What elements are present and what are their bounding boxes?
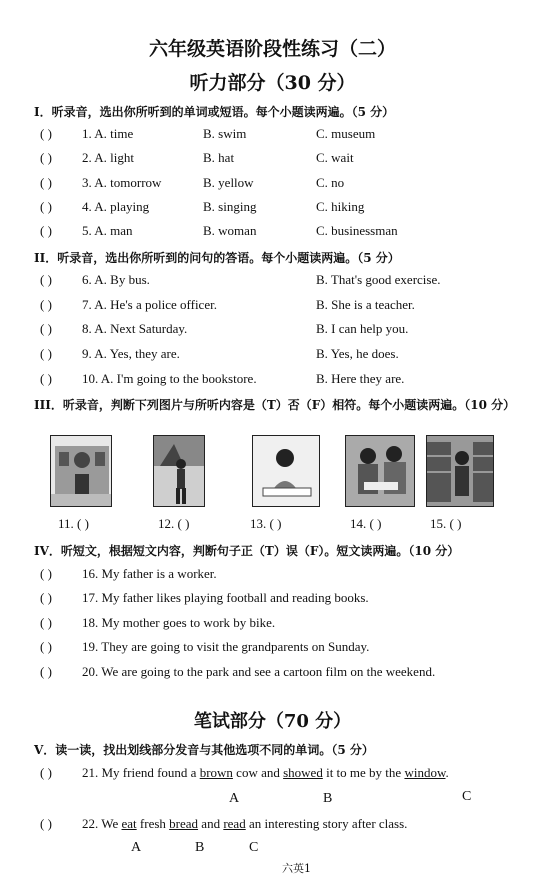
option-c: C. museum xyxy=(316,126,376,141)
underlined-word: brown xyxy=(199,765,233,780)
section3-instruction: III．听录音，判断下列图片与所听内容是（T）否（F）相符。每个小题读两遍。（10 分） xyxy=(34,398,516,412)
choice-letter: C xyxy=(249,840,259,855)
option-b: B. singing xyxy=(203,199,257,214)
option-b: B. Yes, he does. xyxy=(316,346,399,361)
answer-blank[interactable]: ( ) xyxy=(40,371,52,386)
option-b: B. Here they are. xyxy=(316,371,405,386)
option-b: B. hat xyxy=(203,150,235,165)
option-a: 4. A. playing xyxy=(82,199,150,214)
sentence-part: My friend found a xyxy=(101,765,200,780)
option-a: 10. A. I'm going to the bookstore. xyxy=(82,371,257,386)
option-c: C. wait xyxy=(316,150,354,165)
choice-letter: B xyxy=(323,791,333,806)
underlined-word: read xyxy=(223,816,246,831)
answer-blank[interactable]: ( ) xyxy=(40,765,52,780)
option-a: 7. A. He's a police officer. xyxy=(82,297,217,312)
option-c: C. hiking xyxy=(316,199,365,214)
answer-blank[interactable]: ( ) xyxy=(40,566,52,581)
underlined-word: eat xyxy=(121,816,137,831)
page-footer: 六英1 xyxy=(282,862,311,875)
option-c: C. businessman xyxy=(316,223,398,238)
picture-label[interactable]: 11. ( ) xyxy=(58,516,89,531)
picture-label[interactable]: 12. ( ) xyxy=(158,516,190,531)
sentence-part: an interesting story after class. xyxy=(245,816,408,831)
option-b: B. woman xyxy=(203,223,257,238)
answer-blank[interactable]: ( ) xyxy=(40,199,52,214)
answer-blank[interactable]: ( ) xyxy=(40,615,52,630)
picture-woman-reading xyxy=(252,435,320,507)
picture-label[interactable]: 15. ( ) xyxy=(430,516,462,531)
sentence-part: . xyxy=(445,765,449,780)
statement-text: 19. They are going to visit the grandparents on Sunday. xyxy=(82,639,370,654)
answer-blank[interactable]: ( ) xyxy=(40,321,52,336)
option-a: 9. A. Yes, they are. xyxy=(82,346,180,361)
section4-instruction: IV．听短文，根据短文内容，判断句子正（T）误（F）。短文读两遍。（10 分） xyxy=(34,544,460,558)
answer-blank[interactable]: ( ) xyxy=(40,346,52,361)
listening-heading: 听力部分（30 分） xyxy=(189,72,356,94)
picture-two-people xyxy=(345,435,415,507)
question-number: 21. xyxy=(82,765,99,780)
section1-instruction: I．听录音，选出你所听到的单词或短语。每个小题读两遍。（5 分） xyxy=(34,105,395,119)
option-a: 3. A. tomorrow xyxy=(82,175,162,190)
statement-text: 20. We are going to the park and see a cartoon film on the weekend. xyxy=(82,664,436,679)
option-b: B. yellow xyxy=(203,175,254,190)
option-c: C. no xyxy=(316,175,345,190)
underlined-word: window xyxy=(404,765,446,780)
picture-label[interactable]: 14. ( ) xyxy=(350,516,382,531)
picture-walking xyxy=(153,435,205,507)
option-a: 6. A. By bus. xyxy=(82,272,150,287)
answer-blank[interactable]: ( ) xyxy=(40,816,52,831)
option-a: 5. A. man xyxy=(82,223,133,238)
option-b: B. That's good exercise. xyxy=(316,272,441,287)
answer-blank[interactable]: ( ) xyxy=(40,175,52,190)
option-b: B. I can help you. xyxy=(316,321,409,336)
sentence-part: We xyxy=(101,816,122,831)
option-a: 8. A. Next Saturday. xyxy=(82,321,188,336)
picture-label[interactable]: 13. ( ) xyxy=(250,516,282,531)
sentence-part: it to me by the xyxy=(322,765,405,780)
answer-blank[interactable]: ( ) xyxy=(40,297,52,312)
option-a: 1. A. time xyxy=(82,126,134,141)
answer-blank[interactable]: ( ) xyxy=(40,126,52,141)
underlined-word: showed xyxy=(283,765,323,780)
answer-blank[interactable]: ( ) xyxy=(40,223,52,238)
answer-blank[interactable]: ( ) xyxy=(40,272,52,287)
answer-blank[interactable]: ( ) xyxy=(40,639,52,654)
option-b: B. swim xyxy=(203,126,247,141)
picture-museum xyxy=(50,435,112,507)
answer-blank[interactable]: ( ) xyxy=(40,664,52,679)
option-b: B. She is a teacher. xyxy=(316,297,415,312)
statement-text: 18. My mother goes to work by bike. xyxy=(82,615,276,630)
worksheet-title: 六年级英语阶段性练习（二） xyxy=(148,38,396,60)
option-a: 2. A. light xyxy=(82,150,135,165)
question-number: 22. xyxy=(82,816,99,831)
answer-blank[interactable]: ( ) xyxy=(40,150,52,165)
sentence-part: cow and xyxy=(232,765,284,780)
answer-blank[interactable]: ( ) xyxy=(40,590,52,605)
picture-library xyxy=(426,435,494,507)
writing-heading: 笔试部分（70 分） xyxy=(193,711,352,732)
choice-letter: B xyxy=(195,840,205,855)
section2-instruction: II．听录音，选出你所听到的问句的答语。每个小题读两遍。（5 分） xyxy=(34,251,400,265)
choice-letter: C xyxy=(462,789,472,804)
statement-text: 16. My father is a worker. xyxy=(82,566,217,581)
sentence-text xyxy=(82,765,449,781)
sentence-part: and xyxy=(198,816,224,831)
choice-letter: A xyxy=(131,840,142,855)
statement-text: 17. My father likes playing football and reading books. xyxy=(82,590,369,605)
sentence-part: fresh xyxy=(136,816,170,831)
underlined-word: bread xyxy=(169,816,199,831)
choice-letter: A xyxy=(229,791,240,806)
section5-instruction: V．读一读，找出划线部分发音与其他选项不同的单词。（5 分） xyxy=(34,743,374,757)
sentence-text xyxy=(82,816,407,832)
